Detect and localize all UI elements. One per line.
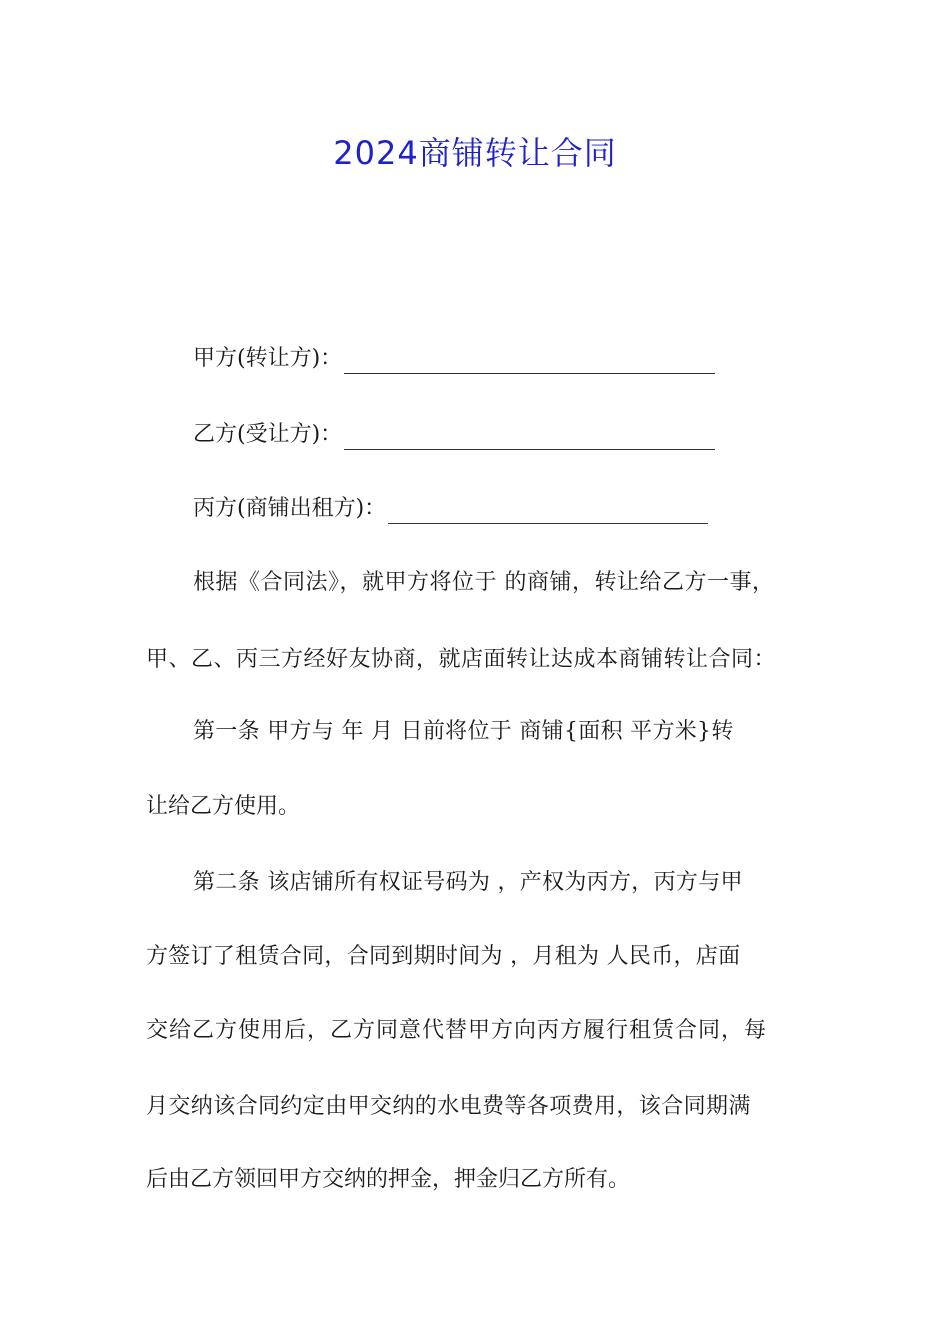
party-b-line	[193, 420, 715, 450]
article-2-line-1: 第二条 该店铺所有权证号码为 ，产权为丙方，丙方与甲	[193, 870, 743, 895]
preamble-line-2: 甲、乙、丙三方经好友协商，就店面转让达成本商铺转让合同：	[146, 647, 777, 672]
article-2-line-3: 交给乙方使用后，乙方同意代替甲方向丙方履行租赁合同，每	[146, 1018, 768, 1043]
article-1-line-2: 让给乙方使用。	[146, 794, 301, 819]
article-1-line-1: 第一条 甲方与 年 月 日前将位于 商铺{面积 平方米}转	[193, 719, 734, 744]
party-a-label: 甲方(转让方)：	[193, 346, 343, 371]
party-a-blank	[344, 349, 715, 374]
party-a-line	[193, 344, 715, 374]
party-c-blank	[388, 499, 708, 524]
article-2-line-5: 后由乙方领回甲方交纳的押金，押金归乙方所有。	[146, 1167, 631, 1192]
article-2-line-2: 方签订了租赁合同，合同到期时间为 ，月租为 人民币，店面	[146, 944, 741, 969]
party-b-label: 乙方(受让方)：	[193, 422, 343, 447]
party-c-line	[193, 494, 708, 524]
document-title: 2024商铺转让合同	[333, 134, 617, 172]
article-2-line-4: 月交纳该合同约定由甲交纳的水电费等各项费用，该合同期满	[146, 1094, 751, 1119]
party-b-blank	[344, 425, 715, 450]
preamble-line-1: 根据《合同法》，就甲方将位于 的商铺，转让给乙方一事，	[193, 570, 775, 595]
party-c-label: 丙方(商铺出租方)：	[193, 496, 387, 521]
